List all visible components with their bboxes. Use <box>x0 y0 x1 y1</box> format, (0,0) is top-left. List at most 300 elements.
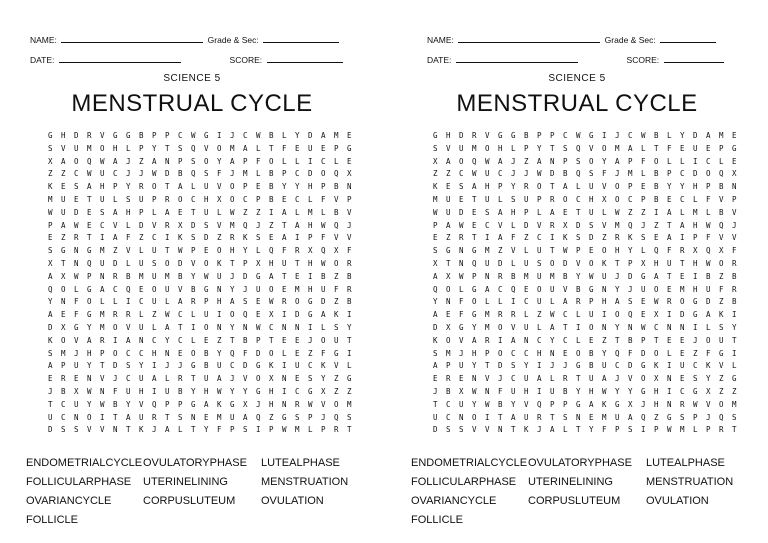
grid-letter[interactable]: S <box>126 361 131 371</box>
grid-letter[interactable]: R <box>719 425 724 435</box>
grid-letter[interactable]: T <box>667 220 672 230</box>
grid-letter[interactable]: P <box>563 399 568 409</box>
grid-letter[interactable]: U <box>152 246 157 256</box>
grid-letter[interactable]: E <box>732 156 737 166</box>
grid-letter[interactable]: B <box>654 131 659 140</box>
grid-letter[interactable]: Z <box>61 233 66 243</box>
grid-letter[interactable]: N <box>550 156 555 166</box>
grid-letter[interactable]: B <box>654 182 659 192</box>
grid-letter[interactable]: U <box>589 374 594 384</box>
grid-letter[interactable]: Q <box>87 258 92 268</box>
grid-letter[interactable]: I <box>667 386 672 396</box>
grid-letter[interactable]: E <box>282 284 287 294</box>
grid-letter[interactable]: A <box>667 207 672 217</box>
grid-letter[interactable]: A <box>321 131 326 140</box>
grid-letter[interactable]: I <box>511 297 516 307</box>
grid-letter[interactable]: X <box>217 194 222 204</box>
grid-letter[interactable]: L <box>641 246 646 256</box>
grid-letter[interactable]: D <box>433 425 438 435</box>
grid-letter[interactable]: V <box>243 374 248 384</box>
grid-letter[interactable]: Q <box>615 348 620 358</box>
grid-letter[interactable]: H <box>693 284 698 294</box>
grid-letter[interactable]: G <box>693 386 698 396</box>
grid-letter[interactable]: B <box>732 297 737 307</box>
grid-letter[interactable]: A <box>485 284 490 294</box>
grid-letter[interactable]: A <box>550 425 555 435</box>
grid-letter[interactable]: S <box>295 412 300 422</box>
grid-letter[interactable]: N <box>602 284 607 294</box>
grid-letter[interactable]: H <box>615 246 620 256</box>
grid-letter[interactable]: Y <box>165 335 170 345</box>
grid-letter[interactable]: T <box>126 425 131 435</box>
grid-letter[interactable]: V <box>498 220 503 230</box>
grid-letter[interactable]: V <box>706 399 711 409</box>
grid-letter[interactable]: T <box>87 233 92 243</box>
grid-letter[interactable]: S <box>334 322 339 332</box>
grid-letter[interactable]: J <box>511 169 516 179</box>
grid-letter[interactable]: Z <box>524 233 529 243</box>
grid-letter[interactable]: D <box>165 169 170 179</box>
grid-letter[interactable]: E <box>295 143 300 153</box>
grid-letter[interactable]: T <box>680 258 685 268</box>
grid-letter[interactable]: K <box>269 361 274 371</box>
grid-letter[interactable]: E <box>48 233 53 243</box>
grid-letter[interactable]: V <box>446 143 451 153</box>
grid-letter[interactable]: Y <box>433 297 438 307</box>
grid-letter[interactable]: H <box>152 348 157 358</box>
grid-letter[interactable]: K <box>602 399 607 409</box>
grid-letter[interactable]: J <box>433 386 438 396</box>
grid-letter[interactable]: A <box>204 399 209 409</box>
grid-letter[interactable]: V <box>347 207 352 217</box>
grid-letter[interactable]: B <box>269 169 274 179</box>
grid-letter[interactable]: L <box>295 207 300 217</box>
grid-letter[interactable]: X <box>459 386 464 396</box>
grid-letter[interactable]: U <box>459 143 464 153</box>
grid-letter[interactable]: L <box>680 156 685 166</box>
grid-letter[interactable]: Y <box>628 246 633 256</box>
grid-letter[interactable]: D <box>706 297 711 307</box>
grid-letter[interactable]: Z <box>433 169 438 179</box>
grid-letter[interactable]: E <box>256 182 261 192</box>
grid-letter[interactable]: Y <box>615 284 620 294</box>
grid-letter[interactable]: K <box>602 258 607 268</box>
grid-letter[interactable]: N <box>113 425 118 435</box>
grid-letter[interactable]: P <box>321 425 326 435</box>
grid-letter[interactable]: Y <box>152 143 157 153</box>
grid-letter[interactable]: R <box>87 131 92 140</box>
grid-letter[interactable]: N <box>732 182 737 192</box>
grid-letter[interactable]: D <box>628 271 633 281</box>
grid-letter[interactable]: M <box>100 322 105 332</box>
grid-letter[interactable]: U <box>61 194 66 204</box>
grid-letter[interactable]: M <box>680 284 685 294</box>
grid-letter[interactable]: Y <box>87 361 92 371</box>
grid-letter[interactable]: R <box>178 374 183 384</box>
grid-letter[interactable]: V <box>576 258 581 268</box>
grid-letter[interactable]: W <box>472 169 477 179</box>
grid-letter[interactable]: A <box>282 207 287 217</box>
grid-letter[interactable]: I <box>732 348 737 358</box>
grid-letter[interactable]: P <box>693 233 698 243</box>
grid-letter[interactable]: E <box>178 207 183 217</box>
grid-letter[interactable]: J <box>126 169 131 179</box>
grid-letter[interactable]: J <box>615 271 620 281</box>
score-blank[interactable] <box>664 54 724 63</box>
grid-letter[interactable]: O <box>615 194 620 204</box>
grid-letter[interactable]: L <box>511 143 516 153</box>
grid-letter[interactable]: A <box>269 271 274 281</box>
grid-letter[interactable]: C <box>74 169 79 179</box>
grid-letter[interactable]: E <box>563 207 568 217</box>
grid-letter[interactable]: V <box>334 361 339 371</box>
grid-letter[interactable]: Y <box>680 182 685 192</box>
grid-letter[interactable]: B <box>269 131 274 140</box>
grid-letter[interactable]: J <box>152 425 157 435</box>
grid-letter[interactable]: T <box>550 143 555 153</box>
grid-letter[interactable]: X <box>641 258 646 268</box>
grid-letter[interactable]: P <box>347 194 352 204</box>
grid-letter[interactable]: K <box>217 399 222 409</box>
grid-letter[interactable]: V <box>602 182 607 192</box>
grid-letter[interactable]: I <box>126 297 131 307</box>
grid-letter[interactable]: V <box>217 220 222 230</box>
grid-letter[interactable]: Q <box>719 169 724 179</box>
grid-letter[interactable]: B <box>654 169 659 179</box>
grid-letter[interactable]: M <box>602 412 607 422</box>
grid-letter[interactable]: A <box>706 131 711 140</box>
grid-letter[interactable]: M <box>230 143 235 153</box>
grid-letter[interactable]: U <box>100 194 105 204</box>
grid-letter[interactable]: Q <box>256 412 261 422</box>
grid-letter[interactable]: D <box>563 258 568 268</box>
grid-letter[interactable]: H <box>269 258 274 268</box>
grid-letter[interactable]: C <box>243 131 248 140</box>
grid-letter[interactable]: B <box>706 271 711 281</box>
grid-letter[interactable]: A <box>446 156 451 166</box>
grid-letter[interactable]: Q <box>628 310 633 320</box>
grid-letter[interactable]: G <box>576 361 581 371</box>
grid-letter[interactable]: B <box>347 271 352 281</box>
grid-letter[interactable]: T <box>615 258 620 268</box>
grid-letter[interactable]: K <box>321 361 326 371</box>
grid-letter[interactable]: Y <box>511 182 516 192</box>
grid-letter[interactable]: C <box>139 348 144 358</box>
grid-letter[interactable]: U <box>165 386 170 396</box>
grid-letter[interactable]: N <box>576 412 581 422</box>
grid-letter[interactable]: L <box>667 156 672 166</box>
grid-letter[interactable]: T <box>113 412 118 422</box>
grid-letter[interactable]: C <box>446 399 451 409</box>
grid-letter[interactable]: R <box>576 297 581 307</box>
grid-letter[interactable]: U <box>680 361 685 371</box>
grid-letter[interactable]: T <box>165 182 170 192</box>
grid-letter[interactable]: T <box>654 143 659 153</box>
grid-letter[interactable]: L <box>74 284 79 294</box>
grid-letter[interactable]: M <box>295 284 300 294</box>
grid-letter[interactable]: S <box>178 143 183 153</box>
grid-letter[interactable]: U <box>139 258 144 268</box>
grid-letter[interactable]: Y <box>511 399 516 409</box>
grid-letter[interactable]: A <box>48 361 53 371</box>
grid-letter[interactable]: X <box>308 246 313 256</box>
grid-letter[interactable]: O <box>537 182 542 192</box>
grid-letter[interactable]: X <box>654 374 659 384</box>
grid-letter[interactable]: U <box>48 412 53 422</box>
grid-letter[interactable]: P <box>100 348 105 358</box>
grid-letter[interactable]: L <box>256 169 261 179</box>
grid-letter[interactable]: P <box>87 271 92 281</box>
grid-letter[interactable]: G <box>667 412 672 422</box>
grid-letter[interactable]: T <box>667 271 672 281</box>
grid-letter[interactable]: U <box>100 258 105 268</box>
grid-letter[interactable]: D <box>693 169 698 179</box>
grid-letter[interactable]: Z <box>628 207 633 217</box>
grid-letter[interactable]: M <box>243 169 248 179</box>
grid-letter[interactable]: J <box>641 399 646 409</box>
grid-letter[interactable]: W <box>256 322 261 332</box>
grid-letter[interactable]: M <box>295 425 300 435</box>
grid-letter[interactable]: E <box>472 207 477 217</box>
grid-letter[interactable]: R <box>113 271 118 281</box>
grid-letter[interactable]: H <box>308 258 313 268</box>
grid-letter[interactable]: I <box>100 412 105 422</box>
grid-letter[interactable]: Z <box>334 297 339 307</box>
grid-letter[interactable]: X <box>269 374 274 384</box>
grid-letter[interactable]: T <box>433 399 438 409</box>
grid-letter[interactable]: N <box>524 335 529 345</box>
grid-letter[interactable]: M <box>446 348 451 358</box>
grid-letter[interactable]: J <box>126 156 131 166</box>
grid-letter[interactable]: Y <box>472 399 477 409</box>
grid-letter[interactable]: A <box>654 271 659 281</box>
grid-letter[interactable]: W <box>576 131 581 140</box>
grid-letter[interactable]: O <box>719 258 724 268</box>
grid-letter[interactable]: A <box>126 412 131 422</box>
grid-letter[interactable]: Y <box>282 182 287 192</box>
grid-letter[interactable]: J <box>615 374 620 384</box>
grid-letter[interactable]: H <box>693 220 698 230</box>
grid-letter[interactable]: T <box>563 322 568 332</box>
grid-letter[interactable]: U <box>524 322 529 332</box>
grid-letter[interactable]: N <box>602 322 607 332</box>
grid-letter[interactable]: Y <box>191 386 196 396</box>
grid-letter[interactable]: C <box>498 169 503 179</box>
grid-letter[interactable]: M <box>308 207 313 217</box>
grid-letter[interactable]: Z <box>719 271 724 281</box>
grid-letter[interactable]: T <box>347 425 352 435</box>
grid-letter[interactable]: M <box>628 169 633 179</box>
grid-letter[interactable]: S <box>446 425 451 435</box>
grid-letter[interactable]: H <box>654 386 659 396</box>
grid-letter[interactable]: U <box>524 194 529 204</box>
grid-letter[interactable]: P <box>321 182 326 192</box>
grid-letter[interactable]: U <box>217 271 222 281</box>
grid-letter[interactable]: X <box>243 399 248 409</box>
grid-letter[interactable]: E <box>680 271 685 281</box>
grid-letter[interactable]: L <box>321 322 326 332</box>
grid-letter[interactable]: S <box>48 143 53 153</box>
grid-letter[interactable]: W <box>433 207 438 217</box>
grid-letter[interactable]: L <box>602 207 607 217</box>
grid-letter[interactable]: E <box>61 182 66 192</box>
grid-letter[interactable]: H <box>204 386 209 396</box>
grid-letter[interactable]: E <box>74 374 79 384</box>
grid-letter[interactable]: P <box>334 143 339 153</box>
grid-letter[interactable]: K <box>628 233 633 243</box>
grid-letter[interactable]: N <box>485 271 490 281</box>
grid-letter[interactable]: U <box>459 361 464 371</box>
grid-letter[interactable]: I <box>732 310 737 320</box>
grid-letter[interactable]: Z <box>48 169 53 179</box>
grid-letter[interactable]: E <box>654 233 659 243</box>
grid-letter[interactable]: C <box>563 335 568 345</box>
grid-letter[interactable]: H <box>524 386 529 396</box>
grid-letter[interactable]: Z <box>732 386 737 396</box>
grid-letter[interactable]: P <box>61 361 66 371</box>
grid-letter[interactable]: I <box>282 310 287 320</box>
grid-letter[interactable]: H <box>485 182 490 192</box>
grid-letter[interactable]: V <box>321 399 326 409</box>
grid-letter[interactable]: Q <box>472 258 477 268</box>
grid-letter[interactable]: B <box>204 361 209 371</box>
grid-letter[interactable]: O <box>589 258 594 268</box>
grid-letter[interactable]: C <box>563 310 568 320</box>
grid-letter[interactable]: T <box>100 361 105 371</box>
grid-letter[interactable]: W <box>165 310 170 320</box>
grid-letter[interactable]: Y <box>87 399 92 409</box>
grid-letter[interactable]: W <box>308 399 313 409</box>
grid-letter[interactable]: A <box>563 182 568 192</box>
grid-letter[interactable]: L <box>550 297 555 307</box>
grid-letter[interactable]: K <box>654 361 659 371</box>
grid-letter[interactable]: L <box>498 194 503 204</box>
grid-letter[interactable]: H <box>100 182 105 192</box>
grid-letter[interactable]: I <box>269 207 274 217</box>
grid-letter[interactable]: H <box>589 386 594 396</box>
grid-letter[interactable]: V <box>100 374 105 384</box>
grid-letter[interactable]: O <box>654 284 659 294</box>
grid-letter[interactable]: U <box>165 284 170 294</box>
grid-letter[interactable]: D <box>178 258 183 268</box>
grid-letter[interactable]: Y <box>706 374 711 384</box>
grid-letter[interactable]: F <box>321 348 326 358</box>
grid-letter[interactable]: D <box>459 207 464 217</box>
grid-letter[interactable]: A <box>563 297 568 307</box>
grid-letter[interactable]: G <box>446 246 451 256</box>
grid-letter[interactable]: G <box>472 284 477 294</box>
grid-letter[interactable]: T <box>498 412 503 422</box>
grid-letter[interactable]: E <box>680 374 685 384</box>
grid-letter[interactable]: C <box>295 194 300 204</box>
grid-letter[interactable]: W <box>472 386 477 396</box>
grid-letter[interactable]: R <box>230 233 235 243</box>
grid-letter[interactable]: M <box>550 271 555 281</box>
grid-letter[interactable]: J <box>243 284 248 294</box>
grid-letter[interactable]: N <box>217 322 222 332</box>
grid-letter[interactable]: P <box>641 194 646 204</box>
grid-letter[interactable]: D <box>680 310 685 320</box>
grid-letter[interactable]: C <box>178 335 183 345</box>
grid-letter[interactable]: H <box>446 131 451 140</box>
grid-letter[interactable]: L <box>667 131 672 140</box>
grid-letter[interactable]: X <box>256 258 261 268</box>
grid-letter[interactable]: E <box>680 348 685 358</box>
grid-letter[interactable]: S <box>563 143 568 153</box>
grid-letter[interactable]: C <box>680 169 685 179</box>
grid-letter[interactable]: P <box>178 399 183 409</box>
grid-letter[interactable]: L <box>152 207 157 217</box>
grid-letter[interactable]: D <box>295 310 300 320</box>
grid-letter[interactable]: O <box>615 182 620 192</box>
grid-letter[interactable]: B <box>347 297 352 307</box>
grid-letter[interactable]: J <box>615 169 620 179</box>
grid-letter[interactable]: T <box>576 374 581 384</box>
grid-letter[interactable]: B <box>113 399 118 409</box>
grid-letter[interactable]: S <box>308 374 313 384</box>
grid-letter[interactable]: Y <box>217 156 222 166</box>
grid-letter[interactable]: O <box>615 310 620 320</box>
grid-letter[interactable]: Z <box>719 374 724 384</box>
grid-letter[interactable]: S <box>74 182 79 192</box>
grid-letter[interactable]: Y <box>667 182 672 192</box>
grid-letter[interactable]: S <box>485 207 490 217</box>
grid-letter[interactable]: E <box>74 194 79 204</box>
grid-letter[interactable]: W <box>485 399 490 409</box>
grid-letter[interactable]: O <box>472 297 477 307</box>
grid-letter[interactable]: D <box>308 169 313 179</box>
grid-letter[interactable]: Z <box>334 386 339 396</box>
grid-letter[interactable]: U <box>550 386 555 396</box>
grid-letter[interactable]: S <box>243 297 248 307</box>
grid-letter[interactable]: P <box>485 348 490 358</box>
grid-letter[interactable]: L <box>524 310 529 320</box>
grid-letter[interactable]: A <box>230 297 235 307</box>
grid-letter[interactable]: H <box>204 194 209 204</box>
grid-letter[interactable]: G <box>256 386 261 396</box>
grid-letter[interactable]: I <box>693 156 698 166</box>
grid-letter[interactable]: Y <box>524 361 529 371</box>
grid-letter[interactable]: G <box>230 399 235 409</box>
grid-letter[interactable]: S <box>511 361 516 371</box>
grid-letter[interactable]: F <box>74 297 79 307</box>
grid-letter[interactable]: U <box>204 374 209 384</box>
grid-letter[interactable]: A <box>550 207 555 217</box>
grid-letter[interactable]: Z <box>256 207 261 217</box>
grid-letter[interactable]: U <box>152 271 157 281</box>
grid-letter[interactable]: J <box>165 361 170 371</box>
grid-letter[interactable]: V <box>732 207 737 217</box>
grid-letter[interactable]: D <box>243 271 248 281</box>
grid-letter[interactable]: N <box>100 271 105 281</box>
grid-letter[interactable]: F <box>334 284 339 294</box>
grid-letter[interactable]: F <box>126 233 131 243</box>
grid-letter[interactable]: J <box>256 399 261 409</box>
grid-letter[interactable]: Y <box>126 399 131 409</box>
grid-letter[interactable]: H <box>693 182 698 192</box>
grid-letter[interactable]: Y <box>243 246 248 256</box>
grid-letter[interactable]: O <box>100 143 105 153</box>
grid-letter[interactable]: P <box>628 182 633 192</box>
grid-letter[interactable]: E <box>589 246 594 256</box>
grid-letter[interactable]: T <box>178 322 183 332</box>
grid-letter[interactable]: I <box>602 131 607 140</box>
grid-letter[interactable]: J <box>230 271 235 281</box>
grid-letter[interactable]: D <box>256 348 261 358</box>
grid-letter[interactable]: B <box>178 386 183 396</box>
grid-letter[interactable]: J <box>256 220 261 230</box>
grid-letter[interactable]: A <box>667 233 672 243</box>
